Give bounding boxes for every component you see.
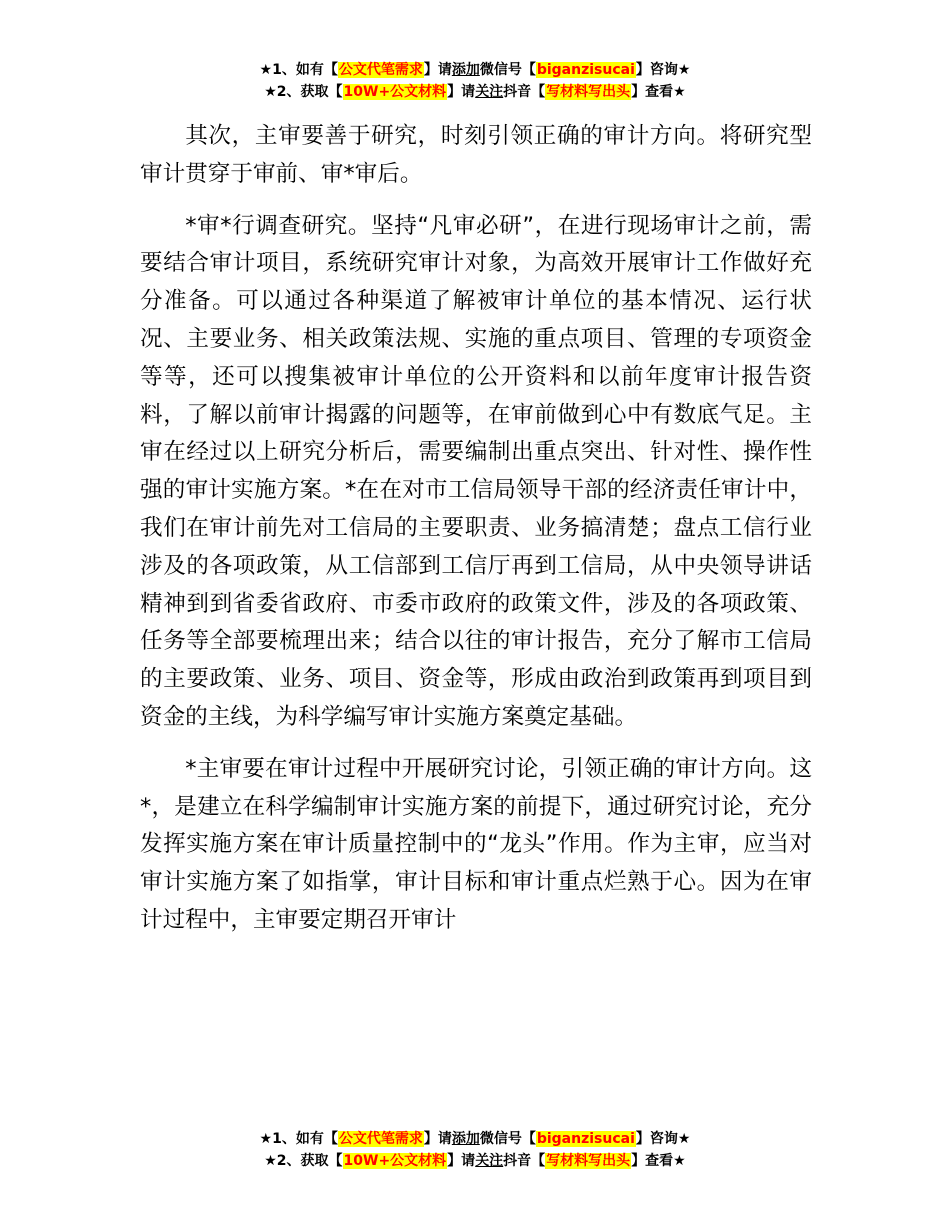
banner-text: 微信号【 (479, 1131, 536, 1147)
highlight-service: 公文代笔需求 (338, 62, 423, 78)
banner-text: 微信号【 (479, 62, 536, 78)
underline-text: 关注 (475, 1153, 504, 1169)
banner-text: ★2、获取【 (264, 1153, 343, 1169)
highlight-douyin-account: 写材料写出头 (546, 1153, 631, 1169)
banner-text: 】咨询★ (635, 1131, 691, 1147)
banner-text: 】请 (447, 1153, 476, 1169)
document-body (140, 118, 812, 940)
banner-text: 抖音【 (503, 1153, 546, 1169)
highlight-wechat-id: biganzisucai (536, 1131, 635, 1147)
underline-text: 添加 (451, 1131, 480, 1147)
footer-banner (0, 1128, 950, 1172)
paragraph-2: *审*行调查研究。坚持“凡审必研”，在进行现场审计之前，需要结合审计项目，系统研究审计对象，为高效开展审计工作做好充分准备。可以通过各种渠道了解被审计单位的基本情况、运行状况、主要业务、相关政策法规、实施的重点项目、管理的专项资金等等，还可以搜集被审计单位的公开资料和以前年度审计报告资料，了解以前审计揭露的问题等，在审前做到心中有数底气足。主审在经过以上研究分析后，需要编制出重点突出、针对性、操作性强的审计实施方案。*在在对市工信局领导干部的经济责任审计中，我们在审计前先对工信局的主要职责、业务搞清楚；盘点工信行业涉及的各项政策，从工信部到工信厅再到工信局，从中央领导讲话精神到到省委省政府、市委市政府的政策文件，涉及的各项政策、任务等全部要梳理出来；结合以往的审计报告，充分了解市工信局的主要政策、业务、项目、资金等，形成由政治到政策再到项目到资金的主线，为科学编写审计实施方案奠定基础。 (140, 212, 812, 730)
banner-line-1 (0, 59, 950, 81)
highlight-materials: 10W+公文材料 (343, 84, 447, 100)
header-banner (0, 59, 950, 103)
highlight-materials: 10W+公文材料 (343, 1153, 447, 1169)
banner-line-2 (0, 81, 950, 103)
banner-text: ★2、获取【 (264, 84, 343, 100)
paragraph-3: *主审要在审计过程中开展研究讨论，引领正确的审计方向。这*，是建立在科学编制审计实施方案的前提下，通过研究讨论，充分发挥实施方案在审计质量控制中的“龙头”作用。作为主审，应当对审计实施方案了如指掌，审计目标和审计重点烂熟于心。因为在审计过程中，主审要定期召开审计 (140, 755, 812, 933)
banner-line-2 (0, 1150, 950, 1172)
underline-text: 添加 (451, 62, 480, 78)
banner-text: 】请 (423, 62, 452, 78)
banner-text: 】查看★ (631, 84, 686, 100)
banner-text: 】咨询★ (635, 62, 691, 78)
banner-text: 】请 (423, 1131, 452, 1147)
banner-text: ★1、如有【 (259, 62, 338, 78)
paragraph-1: 其次，主审要善于研究，时刻引领正确的审计方向。将研究型审计贯穿于审前、审*审后。 (140, 123, 812, 187)
banner-text: 】请 (447, 84, 476, 100)
underline-text: 关注 (475, 84, 504, 100)
highlight-douyin-account: 写材料写出头 (546, 84, 631, 100)
banner-line-1 (0, 1128, 950, 1150)
banner-text: ★1、如有【 (259, 1131, 338, 1147)
banner-text: 】查看★ (631, 1153, 686, 1169)
highlight-wechat-id: biganzisucai (536, 62, 635, 78)
highlight-service: 公文代笔需求 (338, 1131, 423, 1147)
banner-text: 抖音【 (503, 84, 546, 100)
